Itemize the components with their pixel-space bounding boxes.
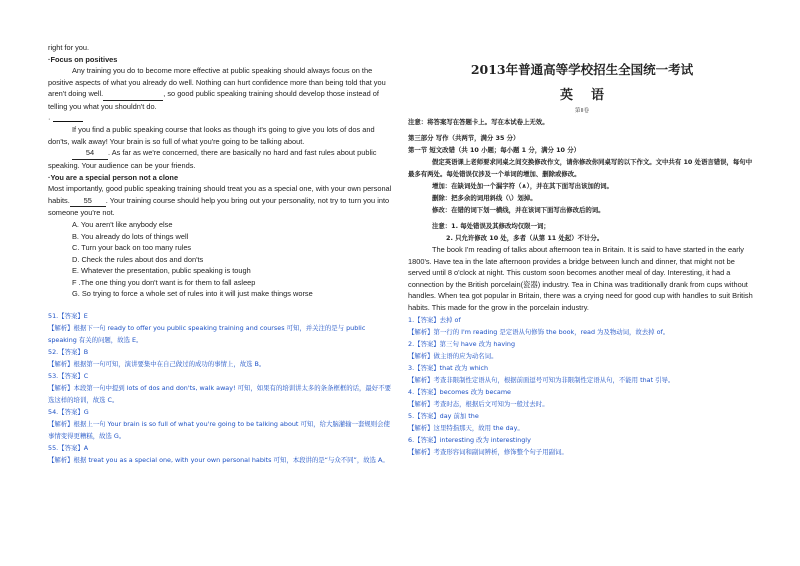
subject-title: 英语 [559,88,622,103]
answer-line: 52.【答案】B [48,348,89,357]
exam-title: 2013年普通高等学校招生全国统一考试 [470,62,694,77]
answer-line: 2.【答案】第三句 have 改为 having [408,339,516,348]
analysis-line: 【解析】根据上一句 Your brain is so full of what you're going to be talking about 可知，给大脑灌输一套规则会使事情变得更糟糕，故选 G。 [48,420,390,441]
analysis-line: 【解析】根据 treat you as a special one, with your own personal habits 可知，本段讲的是“与众不同”，故选 A。 [48,456,389,465]
analysis-line: 【解析】这里特指那天，故用 the day。 [408,423,524,432]
note: 注意：1. 每处错误及其修改均仅限一词； [432,222,550,230]
blank-54: 54 [72,147,108,160]
right-column [408,42,756,458]
paragraph: Any training you do to become more effective at public speaking should always focus on the positive aspects of what you already do well. Nothing can hurt confidence more than being told that you aren't doing well. , so good public speaking training should develop those instead of telling you what you shouldn't do. [48,66,386,111]
analysis-line: 【解析】根据下一句 ready to offer you public speaking training and courses 可知，并关注的是与 public speaking 有关的问题，故选 E。 [48,324,366,345]
analysis-line: 【解析】根据第一句可知，演讲要集中在自己做过的成功的事情上，故选 B。 [48,360,266,369]
essay-text: The book I'm reading of talks about afternoon tea in Britain. It is said to have started in the early 1800's. Have tea in the late afternoon provides a bridge between lunch and dinner, that might not be served until 8 o'clock at night. This custom soon becomes another meal of day. Interesting, it had a connection by the British porcelain(瓷器) industry. Tea in China was traditionally drank from cups without handles. When tea got popular in Britain, there was a crying need for good cup with handles to suit British habits. This made for the grow in the porcelain industry. [408,245,753,312]
analysis-line: 【解析】考查形容词和副词辨析，修饰整个句子用副词。 [408,447,568,456]
answer-line: 4.【答案】becomes 改为 became [408,387,511,396]
instructions: 假定英语课上老师要求同桌之间交换修改作文，请你修改你同桌写的以下作文。文中共有 10 处语言错误，每句中最多有两处。每处错误仅涉及一个单词的增加、删除或修改。 [408,158,753,178]
volume-label: 第II卷 [574,108,590,114]
instructions: 删除：把多余的词用斜线（\）划掉。 [432,194,537,202]
analysis-line: 【解析】考查非限制性定语从句，根据前面逗号可知为非限制性定语从句，不能用 that 引导。 [408,375,675,384]
blank-55: 55 [70,195,106,208]
analysis-line: 【解析】考查时态，根据后文可知为一般过去时。 [408,399,549,408]
answer-line: 5.【答案】day 前加 the [408,411,479,420]
answer-line: 3.【答案】that 改为 which [408,363,489,372]
blank-line [53,115,83,122]
answer-line: 55.【答案】A [48,444,89,453]
option-item: E. Whatever the presentation, public speaking is tough [72,266,251,276]
answer-line: 54.【答案】G [48,408,89,417]
analysis-line: 【解析】做主语的应为动名词。 [408,351,498,360]
paragraph: Most importantly, good public speaking training should treat you as a special one, with your own personal habits. 55 . Your training course should help you bring out your personality, not try to turn you into someone you're not. [48,184,392,218]
instructions: 增加：在缺词处加一个漏字符（∧），并在其下面写出该加的词。 [432,182,613,190]
answer-line: 6.【答案】interesting 改为 interestingly [408,435,531,444]
option-item: C. Turn your back on too many rules [72,243,192,253]
option-item: A. You aren't like anybody else [72,219,173,229]
instructions: 修改：在错的词下划一横线，并在该词下面写出修改后的词。 [432,206,605,214]
answer-line: 1.【答案】去掉 of [408,315,461,324]
text-line: right for you. [48,43,90,52]
left-column [48,42,393,466]
option-item: D. Check the rules about dos and don'ts [72,254,204,264]
section-heading: ·You are a special person not a clone [48,172,179,182]
paragraph: If you find a public speaking course that looks as though it's going to give you lots of dos and don'ts, walk away! Your brain is so full of what you're going to be talking about. [48,125,375,146]
answer-line: 51.【答案】E [48,312,88,321]
part-heading: 第三部分 写作（共两节，满分 35 分） [408,134,520,142]
paragraph: 54 . As far as we're concerned, there are basically no hard and fast rules about public speaking. Your audience can be your friends. [48,148,377,170]
section-heading: 第一节 短文改错（共 10 小题；每小题 1 分，满分 10 分） [408,146,581,154]
section-heading: ·Focus on positives [48,54,118,64]
answer-line: 53.【答案】C [48,372,89,381]
analysis-line: 【解析】本段第一句中提到 lots of dos and don'ts, walk away! 可知，如果有的培训讲太多的条条框框的话，最好不要选这样的培训，故选 C。 [48,384,391,405]
option-item: B. You already do lots of things well [72,231,189,241]
notice: 注意：将答案写在答题卡上。写在本试卷上无效。 [408,118,549,126]
option-item: F .The one thing you don't want is for them to fall asleep [72,277,256,287]
bullet-line: · [48,113,393,125]
blank-line [103,88,163,101]
option-item: G. So trying to force a whole set of rules into it will just make things worse [72,289,313,299]
analysis-line: 【解析】第一行的 I'm reading 是定语从句修饰 the book，read 为及物动词，故去掉 of。 [408,327,670,336]
note: 2. 只允许修改 10 处，多者（从第 11 处起）不计分。 [446,234,604,242]
